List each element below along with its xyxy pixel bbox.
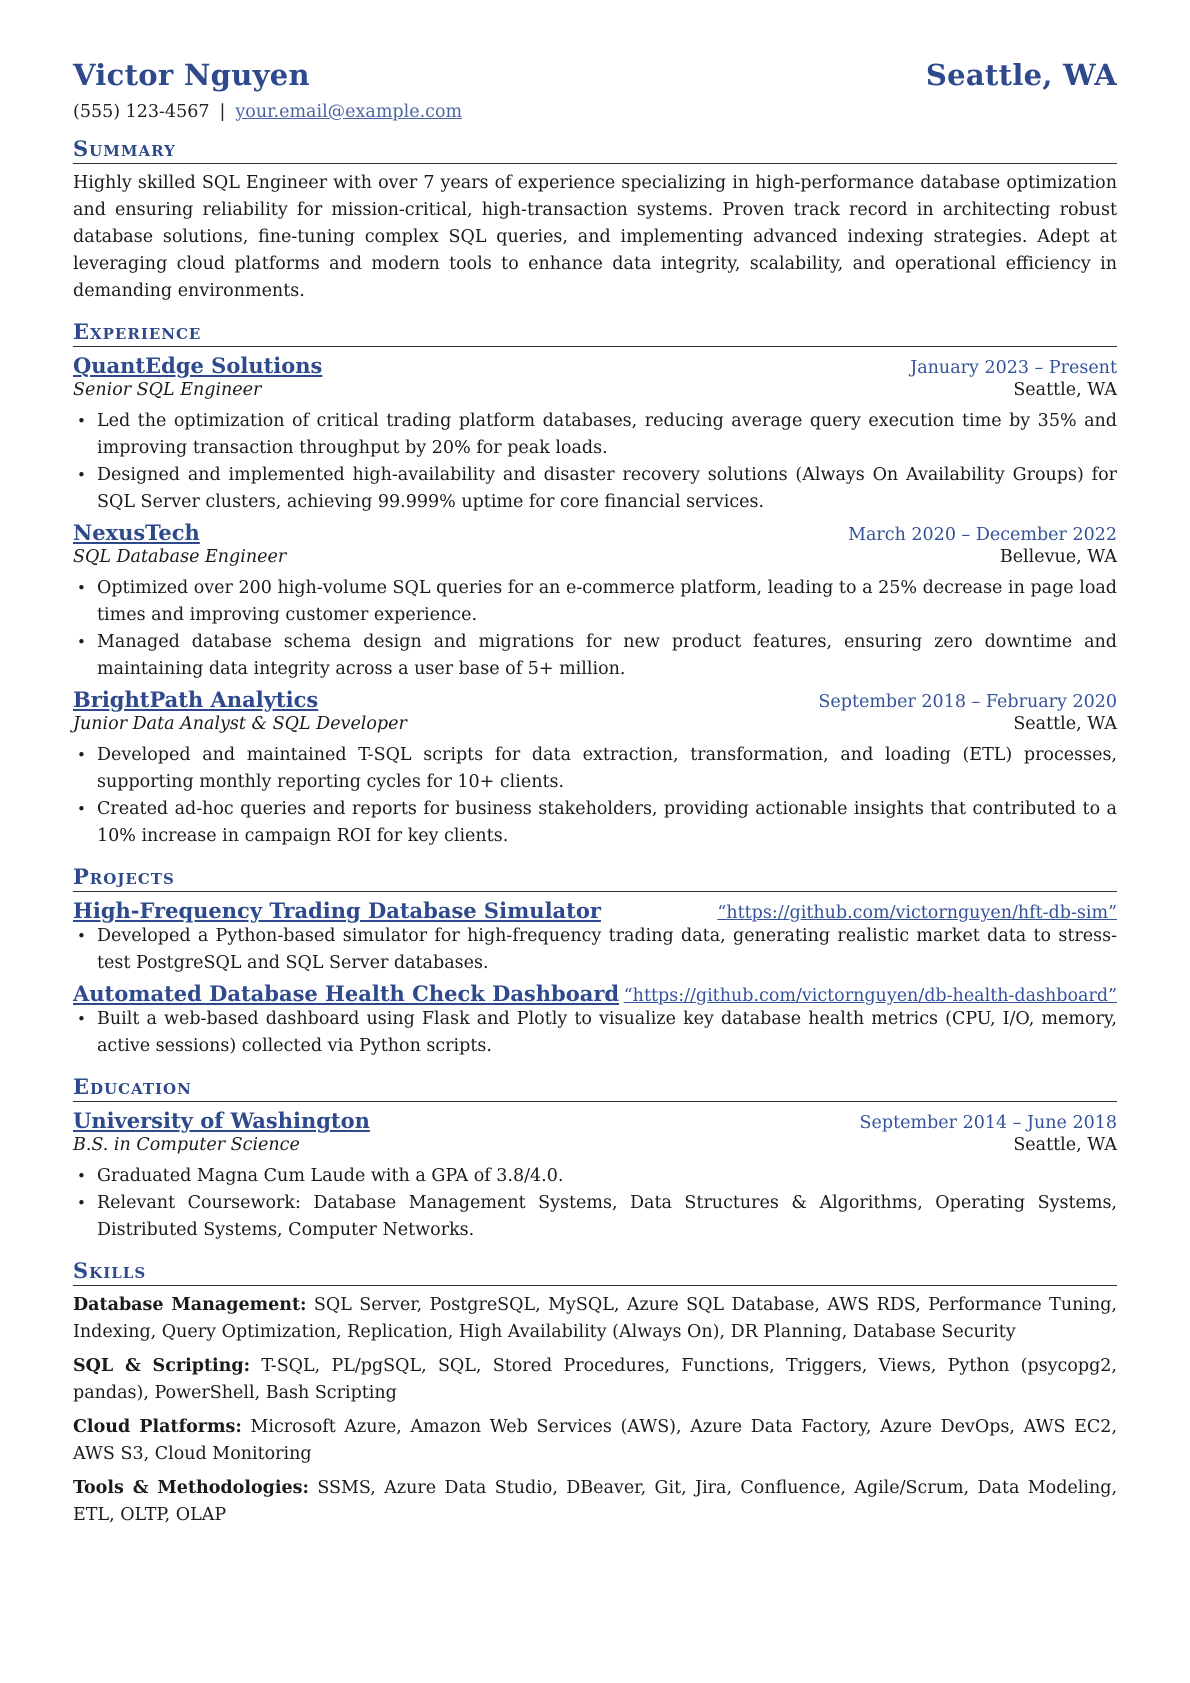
skill-text: Microsoft Azure, Amazon Web Services (AWS), Azure Data Factory, Azure DevOps, AWS EC2, AWS S3, Cloud Monitoring xyxy=(73,1417,1118,1464)
job-location: Seattle, WA xyxy=(1013,714,1117,734)
section-title-projects: Projects xyxy=(73,864,1117,892)
experience-entry xyxy=(73,687,1117,850)
job-bullets xyxy=(73,742,1117,850)
skill-label: SQL & Scripting: xyxy=(73,1356,251,1376)
skill-label: Tools & Methodologies: xyxy=(73,1478,309,1498)
email-link[interactable]: your.email@example.com xyxy=(235,102,463,122)
job-role: SQL Database Engineer xyxy=(73,547,287,567)
candidate-name: Victor Nguyen xyxy=(73,58,310,92)
job-location: Bellevue, WA xyxy=(999,547,1117,567)
job-bullets xyxy=(73,575,1117,683)
list-item: • Developed a Python-based simulator for high-frequency trading data, generating realistic market data to stress-test PostgreSQL and SQL Server databases. xyxy=(97,923,1117,977)
job-role: Senior SQL Engineer xyxy=(73,380,262,400)
list-item: • Optimized over 200 high-volume SQL queries for an e-commerce platform, leading to a 25% decrease in page load times and improving customer experience. xyxy=(97,575,1117,629)
education-location: Seattle, WA xyxy=(1013,1135,1117,1155)
skill-group xyxy=(73,1475,1117,1529)
job-dates: March 2020 – December 2022 xyxy=(848,525,1117,545)
education-entry xyxy=(73,1108,1117,1244)
section-title-education: Education xyxy=(73,1074,1117,1102)
education-dates: September 2014 – June 2018 xyxy=(859,1113,1117,1133)
education-bullets xyxy=(73,1163,1117,1244)
school-link[interactable]: University of Washington xyxy=(73,1108,370,1133)
skill-text: SSMS, Azure Data Studio, DBeaver, Git, Jira, Confluence, Agile/Scrum, Data Modeling, ETL, OLTP, OLAP xyxy=(73,1478,1118,1525)
company-link[interactable]: QuantEdge Solutions xyxy=(73,353,323,378)
skill-group xyxy=(73,1292,1117,1346)
project-bullets xyxy=(73,923,1117,977)
skill-label: Database Management: xyxy=(73,1295,307,1315)
project-title-link[interactable]: High-Frequency Trading Database Simulator xyxy=(73,898,601,923)
job-location: Seattle, WA xyxy=(1013,380,1117,400)
summary-text: Highly skilled SQL Engineer with over 7 years of experience specializing in high-performance database optimization and ensuring reliability for mission-critical, high-transaction systems. Proven track record in architecting robust database solutions, fine-tuning complex SQL queries, and implementing advanced indexing strategies. Adept at leveraging cloud platforms and modern tools to enhance data integrity, scalability, and operational efficiency in demanding environments. xyxy=(73,173,1117,301)
skill-text: T-SQL, PL/pgSQL, SQL, Stored Procedures, Functions, Triggers, Views, Python (psycopg2, pandas), PowerShell, Bash Scripting xyxy=(73,1356,1117,1403)
list-item: • Led the optimization of critical trading platform databases, reducing average query execution time by 35% and improving transaction throughput by 20% for peak loads. xyxy=(97,408,1117,462)
list-item: • Designed and implemented high-availability and disaster recovery solutions (Always On Availability Groups) for SQL Server clusters, achieving 99.999% uptime for core financial services. xyxy=(97,462,1117,516)
list-item: • Built a web-based dashboard using Flask and Plotly to visualize key database health metrics (CPU, I/O, memory, active sessions) collected via Python scripts. xyxy=(97,1006,1117,1060)
list-item: • Graduated Magna Cum Laude with a GPA of 3.8/4.0. xyxy=(97,1163,1117,1190)
experience-entry xyxy=(73,353,1117,516)
phone-number: (555) 123-4567 xyxy=(73,102,210,122)
list-item: • Created ad-hoc queries and reports for business stakeholders, providing actionable insights that contributed to a 10% increase in campaign ROI for key clients. xyxy=(97,796,1117,850)
skill-group xyxy=(73,1353,1117,1407)
skill-group xyxy=(73,1414,1117,1468)
section-title-summary: Summary xyxy=(73,136,1117,164)
job-dates: September 2018 – February 2020 xyxy=(818,692,1117,712)
skill-label: Cloud Platforms: xyxy=(73,1417,242,1437)
degree: B.S. in Computer Science xyxy=(73,1135,300,1155)
company-link[interactable]: BrightPath Analytics xyxy=(73,687,319,712)
section-title-experience: Experience xyxy=(73,319,1117,347)
contact-line xyxy=(73,102,1117,122)
candidate-location: Seattle, WA xyxy=(925,58,1117,92)
list-item: • Developed and maintained T-SQL scripts for data extraction, transformation, and loading (ETL) processes, supporting monthly reporting cycles for 10+ clients. xyxy=(97,742,1117,796)
project-url-link[interactable]: “https://github.com/victornguyen/db-health-dashboard” xyxy=(623,986,1117,1006)
job-role: Junior Data Analyst & SQL Developer xyxy=(73,714,407,734)
resume-header xyxy=(73,58,1117,92)
project-entry xyxy=(73,898,1117,977)
company-link[interactable]: NexusTech xyxy=(73,520,200,545)
list-item: • Managed database schema design and migrations for new product features, ensuring zero downtime and maintaining data integrity across a user base of 5+ million. xyxy=(97,629,1117,683)
project-url-link[interactable]: “https://github.com/victornguyen/hft-db-sim” xyxy=(717,903,1117,923)
project-bullets xyxy=(73,1006,1117,1060)
contact-separator: | xyxy=(219,102,226,122)
experience-entry xyxy=(73,520,1117,683)
project-title-link[interactable]: Automated Database Health Check Dashboard xyxy=(73,981,620,1006)
section-title-skills: Skills xyxy=(73,1258,1117,1286)
job-bullets xyxy=(73,408,1117,516)
project-entry xyxy=(73,981,1117,1060)
skill-text: SQL Server, PostgreSQL, MySQL, Azure SQL Database, AWS RDS, Performance Tuning, Indexing, Query Optimization, Replication, High Availability (Always On), DR Planning, Database Security xyxy=(73,1295,1117,1342)
job-dates: January 2023 – Present xyxy=(910,358,1117,378)
list-item: • Relevant Coursework: Database Management Systems, Data Structures & Algorithms, Operating Systems, Distributed Systems, Computer Networks. xyxy=(97,1190,1117,1244)
